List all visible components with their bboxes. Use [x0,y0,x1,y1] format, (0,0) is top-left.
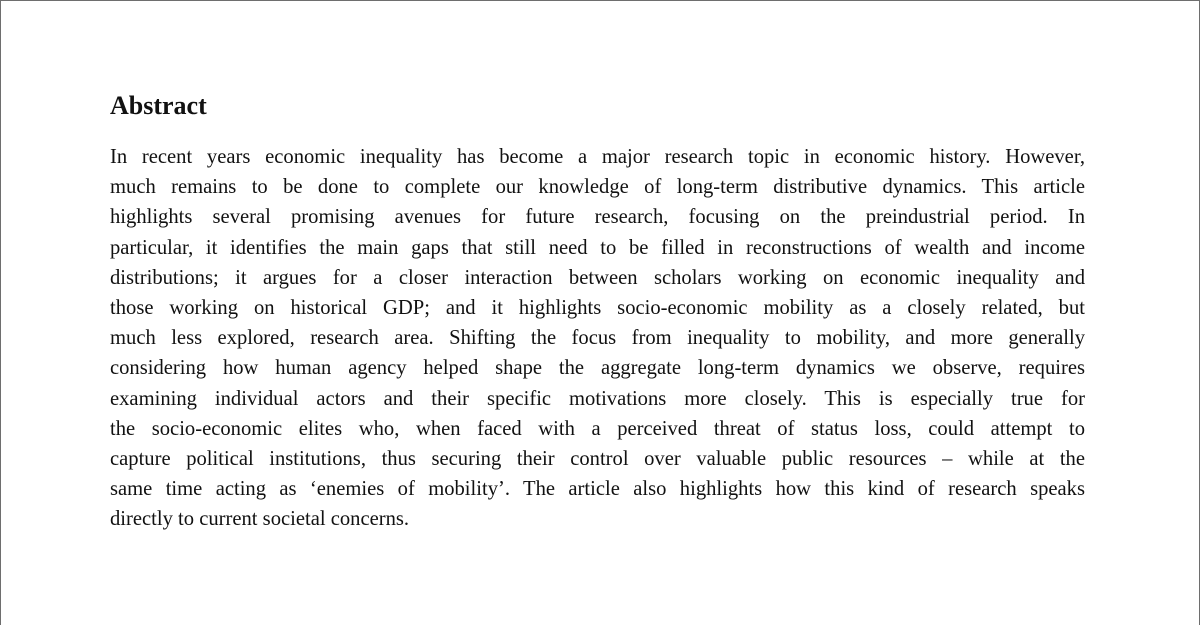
abstract-line: considering how human agency helped shape the aggregate long-term dynamics we observe, requires [110,357,1085,380]
abstract-line: highlights several promising avenues for future research, focusing on the preindustrial period. In [110,206,1085,229]
abstract-line: directly to current societal concerns. [110,508,410,531]
abstract-line: capture political institutions, thus securing their control over valuable public resources – while at the [110,448,1085,471]
abstract-body [110,142,1085,535]
abstract-line: same time acting as ‘enemies of mobility’. The article also highlights how this kind of research speaks [110,478,1085,501]
abstract-line: much less explored, research area. Shifting the focus from inequality to mobility, and more generally [110,327,1085,350]
abstract-line: In recent years economic inequality has become a major research topic in economic history. However, [110,146,1085,168]
abstract-line: those working on historical GDP; and it highlights socio-economic mobility as a closely related, but [110,297,1085,320]
abstract-line: particular, it identifies the main gaps that still need to be filled in reconstructions of wealth and income [110,236,1085,259]
abstract-line: much remains to be done to complete our knowledge of long-term distributive dynamics. This article [110,176,1085,199]
abstract-line: examining individual actors and their specific motivations more closely. This is especially true for [110,387,1085,410]
abstract-line: the socio-economic elites who, when faced with a perceived threat of status loss, could attempt to [110,417,1085,440]
abstract-heading: Abstract [110,91,207,120]
abstract-line: distributions; it argues for a closer interaction between scholars working on economic inequality and [110,266,1085,289]
